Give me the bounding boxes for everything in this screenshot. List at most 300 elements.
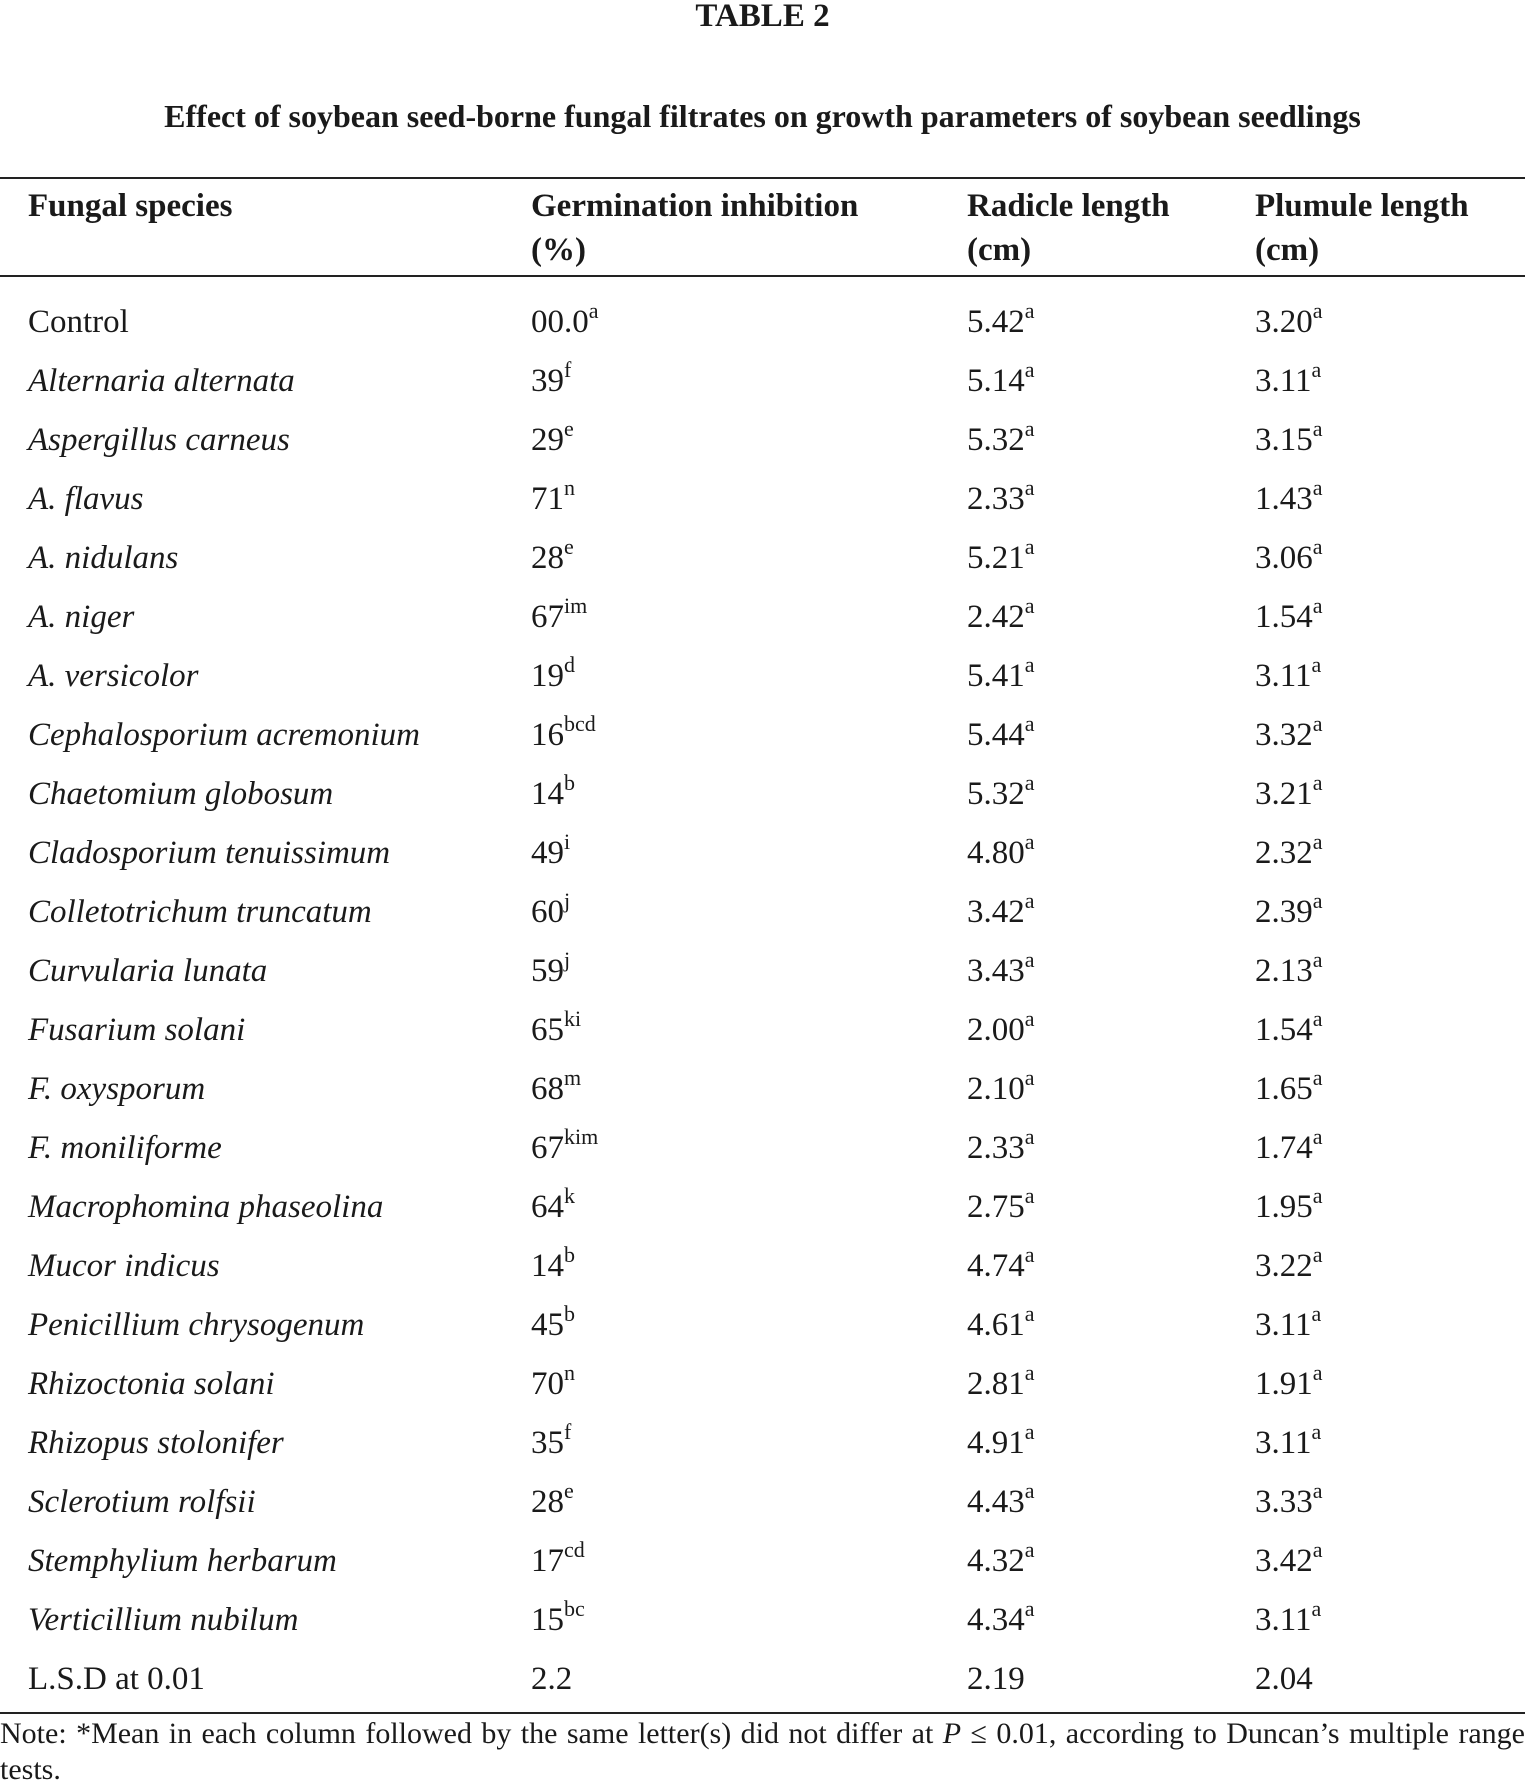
cell-radicle [967,1119,1035,1178]
cell-radicle [967,1237,1035,1296]
cell-germination-significance-letter: bcd [564,711,596,736]
cell-germination-value: 14 [531,776,564,812]
cell-germination-significance-letter: kim [564,1124,599,1149]
cell-species-value: A. versicolor [28,658,199,694]
table-row [0,1296,1525,1355]
cell-radicle-value: 4.34 [967,1602,1025,1638]
cell-radicle-value: 2.19 [967,1661,1025,1697]
cell-radicle-significance-letter: a [1024,1065,1035,1090]
cell-radicle [967,293,1035,352]
top-rule [0,177,1525,179]
cell-germination-significance-letter: b [564,770,575,795]
cell-species [28,1473,256,1532]
cell-species-value: Aspergillus carneus [28,422,290,458]
cell-species [28,824,390,883]
table-row [0,529,1525,588]
cell-plumule [1255,706,1323,765]
table-row [0,470,1525,529]
table-row [0,1414,1525,1473]
cell-plumule-value: 3.42 [1255,1543,1313,1579]
cell-radicle [967,1532,1035,1591]
cell-plumule-significance-letter: a [1312,711,1323,736]
cell-species [28,1532,337,1591]
cell-radicle-value: 4.74 [967,1248,1025,1284]
cell-germination-value: 64 [531,1189,564,1225]
cell-species [28,1119,222,1178]
cell-radicle-significance-letter: a [1024,1478,1035,1503]
cell-plumule [1255,588,1323,647]
cell-species-value: Stemphylium herbarum [28,1543,337,1579]
cell-species-value: F. oxysporum [28,1071,206,1107]
table-row [0,1001,1525,1060]
cell-germination-value: 19 [531,658,564,694]
cell-plumule [1255,647,1321,706]
cell-radicle-value: 3.43 [967,953,1025,989]
cell-species-value: Sclerotium rolfsii [28,1484,256,1520]
cell-species-value: Rhizoctonia solani [28,1366,275,1402]
cell-radicle [967,529,1035,588]
cell-germination-value: 49 [531,835,564,871]
cell-plumule [1255,1001,1323,1060]
cell-plumule [1255,529,1323,588]
cell-radicle [967,765,1035,824]
cell-plumule-significance-letter: a [1312,888,1323,913]
cell-radicle-value: 5.42 [967,304,1025,340]
cell-species-value: Control [28,304,129,340]
cell-germination-significance-letter: d [564,652,575,677]
cell-germination [531,765,575,824]
cell-species [28,1001,245,1060]
header-radicle-line2: (cm) [967,232,1032,268]
cell-radicle-value: 5.32 [967,422,1025,458]
cell-germination [531,1237,575,1296]
cell-germination-value: 28 [531,1484,564,1520]
note-p-symbol: P [942,1717,962,1750]
cell-germination-significance-letter: f [564,357,572,382]
cell-germination-significance-letter: e [564,534,574,559]
table-row [0,1178,1525,1237]
cell-plumule-significance-letter: a [1312,416,1323,441]
cell-plumule-value: 1.91 [1255,1366,1313,1402]
cell-radicle [967,706,1035,765]
cell-plumule-significance-letter: a [1312,534,1323,559]
cell-plumule-value: 3.21 [1255,776,1313,812]
cell-plumule [1255,1060,1323,1119]
cell-species [28,706,420,765]
cell-germination-value: 70 [531,1366,564,1402]
table-caption: Effect of soybean seed-borne fungal filtrates on growth parameters of soybean seedlings [164,98,1361,134]
cell-germination-significance-letter: ki [564,1006,582,1031]
table-row [0,293,1525,352]
cell-plumule-significance-letter: a [1312,1537,1323,1562]
cell-plumule [1255,883,1323,942]
cell-radicle-significance-letter: a [1024,888,1035,913]
cell-species-value: A. flavus [28,481,144,517]
header-plumule-line2: (cm) [1255,232,1320,268]
cell-germination [531,470,575,529]
cell-plumule-value: 2.13 [1255,953,1313,989]
cell-plumule-significance-letter: a [1312,1183,1323,1208]
cell-plumule [1255,293,1323,352]
cell-plumule [1255,1119,1323,1178]
cell-germination-significance-letter: b [564,1301,575,1326]
cell-radicle-significance-letter: a [1024,711,1035,736]
table-row [0,765,1525,824]
cell-plumule [1255,1296,1321,1355]
cell-germination [531,1178,575,1237]
cell-germination-value: 65 [531,1012,564,1048]
table-row [0,411,1525,470]
cell-species-value: A. niger [28,599,135,635]
cell-germination [531,1001,581,1060]
cell-plumule-value: 1.65 [1255,1071,1313,1107]
cell-radicle-value: 2.75 [967,1189,1025,1225]
cell-plumule [1255,352,1321,411]
cell-plumule [1255,1591,1321,1650]
table-note [0,1716,1525,1788]
cell-radicle-significance-letter: a [1024,947,1035,972]
table-row [0,352,1525,411]
cell-germination [531,588,587,647]
cell-radicle-value: 2.00 [967,1012,1025,1048]
cell-plumule-significance-letter: a [1312,1478,1323,1503]
header-plumule-line1: Plumule length [1255,188,1469,224]
cell-radicle-value: 5.32 [967,776,1025,812]
cell-species-value: Curvularia lunata [28,953,268,989]
cell-germination [531,647,575,706]
cell-species-value: Chaetomium globosum [28,776,334,812]
cell-plumule-significance-letter: a [1312,1242,1323,1267]
cell-plumule-significance-letter: a [1312,829,1323,854]
cell-radicle-value: 3.42 [967,894,1025,930]
bottom-rule [0,1712,1525,1714]
cell-species-value: Cephalosporium acremonium [28,717,421,753]
cell-plumule-significance-letter: a [1312,1006,1323,1031]
cell-species [28,352,295,411]
note-text-after: ≤ 0.01, according to Duncan’s multiple range tests. [0,1717,1525,1786]
header-species-label: Fungal species [28,188,233,224]
cell-radicle-significance-letter: a [1024,1537,1035,1562]
cell-radicle-value: 4.32 [967,1543,1025,1579]
cell-plumule-significance-letter: a [1312,475,1323,500]
cell-species [28,1355,275,1414]
cell-radicle-significance-letter: a [1024,298,1035,323]
cell-species [28,411,290,470]
cell-plumule [1255,1532,1323,1591]
cell-germination [531,942,570,1001]
cell-radicle-value: 5.21 [967,540,1025,576]
cell-plumule-value: 3.11 [1255,1425,1312,1461]
cell-radicle-significance-letter: a [1024,1596,1035,1621]
cell-species-value: A. nidulans [28,540,179,576]
cell-plumule-significance-letter: a [1312,947,1323,972]
cell-species [28,588,134,647]
cell-radicle [967,411,1035,470]
table-row [0,1650,1525,1709]
table-row [0,1355,1525,1414]
cell-germination-significance-letter: j [564,888,571,913]
cell-radicle [967,1296,1035,1355]
cell-species-value: Colletotrichum truncatum [28,894,372,930]
cell-germination [531,1532,585,1591]
cell-radicle-value: 2.33 [967,481,1025,517]
cell-species-value: Alternaria alternata [28,363,295,399]
cell-radicle-significance-letter: a [1024,357,1035,382]
cell-germination-value: 35 [531,1425,564,1461]
cell-radicle-significance-letter: a [1024,1242,1035,1267]
cell-species [28,470,143,529]
cell-radicle-significance-letter: a [1024,829,1035,854]
cell-plumule-value: 2.32 [1255,835,1313,871]
cell-plumule-value: 3.11 [1255,658,1312,694]
table-row [0,647,1525,706]
cell-radicle [967,352,1035,411]
cell-radicle [967,1178,1035,1237]
cell-plumule-value: 3.32 [1255,717,1313,753]
header-germination-line2: (%) [531,232,586,268]
cell-germination [531,1355,575,1414]
cell-radicle-value: 5.44 [967,717,1025,753]
cell-germination-significance-letter: a [588,298,599,323]
cell-radicle [967,1001,1035,1060]
cell-germination-value: 67 [531,599,564,635]
cell-plumule-value: 2.39 [1255,894,1313,930]
cell-plumule-significance-letter: a [1311,652,1322,677]
cell-germination-significance-letter: i [564,829,571,854]
cell-germination-value: 68 [531,1071,564,1107]
cell-germination-value: 28 [531,540,564,576]
cell-radicle [967,647,1035,706]
cell-germination [531,529,574,588]
cell-germination [531,1650,572,1709]
table-row [0,1591,1525,1650]
cell-plumule [1255,765,1323,824]
cell-plumule [1255,942,1323,1001]
cell-germination-value: 67 [531,1130,564,1166]
cell-species [28,1414,284,1473]
cell-germination [531,824,570,883]
cell-species-value: Macrophomina phaseolina [28,1189,384,1225]
cell-species [28,1060,205,1119]
cell-species-value: Verticillium nubilum [28,1602,299,1638]
cell-plumule-significance-letter: a [1311,357,1322,382]
cell-plumule-significance-letter: a [1311,1419,1322,1444]
cell-species [28,1296,364,1355]
cell-germination-value: 14 [531,1248,564,1284]
cell-species-value: L.S.D at 0.01 [28,1661,205,1697]
cell-plumule [1255,1414,1321,1473]
table-row [0,824,1525,883]
cell-plumule-value: 3.22 [1255,1248,1313,1284]
header-radicle-line1: Radicle length [967,188,1170,224]
cell-radicle-value: 4.80 [967,835,1025,871]
cell-species [28,529,178,588]
cell-plumule-significance-letter: a [1312,1360,1323,1385]
cell-radicle [967,1650,1025,1709]
cell-germination-value: 29 [531,422,564,458]
cell-plumule [1255,1473,1323,1532]
cell-species-value: F. moniliforme [28,1130,222,1166]
cell-plumule-significance-letter: a [1312,298,1323,323]
cell-plumule-value: 1.54 [1255,1012,1313,1048]
cell-germination-significance-letter: bc [564,1596,585,1621]
cell-plumule-significance-letter: a [1311,1301,1322,1326]
cell-plumule [1255,1355,1323,1414]
cell-germination-significance-letter: f [564,1419,572,1444]
header-radicle [967,184,1170,272]
table-row [0,883,1525,942]
cell-germination-value: 00.0 [531,304,589,340]
cell-plumule-value: 1.95 [1255,1189,1313,1225]
cell-radicle-value: 2.10 [967,1071,1025,1107]
cell-plumule [1255,1650,1313,1709]
table-row [0,1237,1525,1296]
cell-radicle-significance-letter: a [1024,1301,1035,1326]
cell-radicle-value: 4.61 [967,1307,1025,1343]
table-row [0,588,1525,647]
cell-radicle-significance-letter: a [1024,1006,1035,1031]
cell-species [28,765,333,824]
cell-radicle-significance-letter: a [1024,475,1035,500]
cell-germination-value: 16 [531,717,564,753]
cell-germination-significance-letter: m [564,1065,582,1090]
cell-radicle-significance-letter: a [1024,1124,1035,1149]
cell-species [28,1237,220,1296]
table-row [0,1532,1525,1591]
table-body [0,293,1525,1709]
cell-radicle [967,942,1035,1001]
cell-radicle-value: 4.91 [967,1425,1025,1461]
header-species [28,184,232,228]
cell-plumule-significance-letter: a [1312,1065,1323,1090]
cell-species-value: Rhizopus stolonifer [28,1425,284,1461]
cell-radicle [967,1473,1035,1532]
cell-plumule-significance-letter: a [1312,770,1323,795]
cell-plumule-value: 3.15 [1255,422,1313,458]
cell-radicle [967,1355,1035,1414]
cell-germination-significance-letter: n [564,1360,575,1385]
cell-germination-value: 45 [531,1307,564,1343]
cell-radicle-value: 2.42 [967,599,1025,635]
table-row [0,706,1525,765]
cell-germination [531,411,574,470]
cell-germination [531,1591,585,1650]
table-row [0,1060,1525,1119]
cell-plumule-significance-letter: a [1311,1596,1322,1621]
cell-radicle-value: 5.14 [967,363,1025,399]
cell-plumule-value: 1.74 [1255,1130,1313,1166]
cell-radicle-significance-letter: a [1024,593,1035,618]
cell-germination [531,293,599,352]
table-header [0,180,1525,272]
cell-species-value: Penicillium chrysogenum [28,1307,365,1343]
cell-germination-value: 17 [531,1543,564,1579]
cell-plumule [1255,470,1323,529]
cell-plumule-value: 3.06 [1255,540,1313,576]
cell-plumule [1255,824,1323,883]
cell-plumule-value: 3.11 [1255,363,1312,399]
cell-radicle-value: 4.43 [967,1484,1025,1520]
cell-species-value: Fusarium solani [28,1012,246,1048]
cell-germination-significance-letter: k [564,1183,575,1208]
cell-germination [531,1060,581,1119]
cell-plumule-value: 3.11 [1255,1307,1312,1343]
cell-radicle [967,1414,1035,1473]
cell-radicle-value: 2.81 [967,1366,1025,1402]
cell-germination-value: 15 [531,1602,564,1638]
table-label: TABLE 2 [695,0,830,34]
table-row [0,942,1525,1001]
cell-species [28,1650,205,1709]
cell-radicle-significance-letter: a [1024,652,1035,677]
cell-germination-value: 71 [531,481,564,517]
cell-germination [531,706,596,765]
cell-plumule-value: 1.43 [1255,481,1313,517]
cell-radicle [967,470,1035,529]
cell-radicle [967,588,1035,647]
cell-germination-significance-letter: e [564,1478,574,1503]
cell-germination [531,883,570,942]
table-row [0,1119,1525,1178]
cell-radicle-significance-letter: a [1024,1419,1035,1444]
cell-species [28,647,198,706]
cell-germination-significance-letter: im [564,593,588,618]
cell-germination-significance-letter: b [564,1242,575,1267]
cell-radicle-value: 5.41 [967,658,1025,694]
cell-radicle-significance-letter: a [1024,1183,1035,1208]
cell-plumule [1255,411,1323,470]
cell-radicle-value: 2.33 [967,1130,1025,1166]
cell-species-value: Cladosporium tenuissimum [28,835,391,871]
cell-plumule-value: 2.04 [1255,1661,1313,1697]
header-plumule [1255,184,1469,272]
cell-germination-significance-letter: j [564,947,571,972]
cell-radicle-significance-letter: a [1024,770,1035,795]
header-germination-line1: Germination inhibition [531,188,859,224]
cell-radicle-significance-letter: a [1024,416,1035,441]
cell-germination-value: 39 [531,363,564,399]
cell-plumule-value: 3.11 [1255,1602,1312,1638]
cell-species-value: Mucor indicus [28,1248,220,1284]
cell-radicle [967,1060,1035,1119]
cell-germination-value: 59 [531,953,564,989]
cell-plumule [1255,1178,1323,1237]
cell-plumule-value: 1.54 [1255,599,1313,635]
cell-germination-value: 60 [531,894,564,930]
cell-germination [531,1119,598,1178]
header-rule [0,275,1525,277]
cell-plumule-value: 3.33 [1255,1484,1313,1520]
cell-radicle-significance-letter: a [1024,534,1035,559]
cell-germination [531,1414,571,1473]
cell-radicle-significance-letter: a [1024,1360,1035,1385]
cell-radicle [967,883,1035,942]
cell-plumule-significance-letter: a [1312,593,1323,618]
cell-plumule-value: 3.20 [1255,304,1313,340]
cell-plumule-significance-letter: a [1312,1124,1323,1149]
cell-radicle [967,824,1035,883]
cell-germination-significance-letter: cd [564,1537,585,1562]
cell-species [28,883,372,942]
cell-germination [531,352,571,411]
cell-species [28,293,129,352]
cell-germination-significance-letter: n [564,475,575,500]
cell-radicle [967,1591,1035,1650]
cell-germination [531,1296,575,1355]
cell-plumule [1255,1237,1323,1296]
cell-germination [531,1473,574,1532]
header-germination [531,184,858,272]
